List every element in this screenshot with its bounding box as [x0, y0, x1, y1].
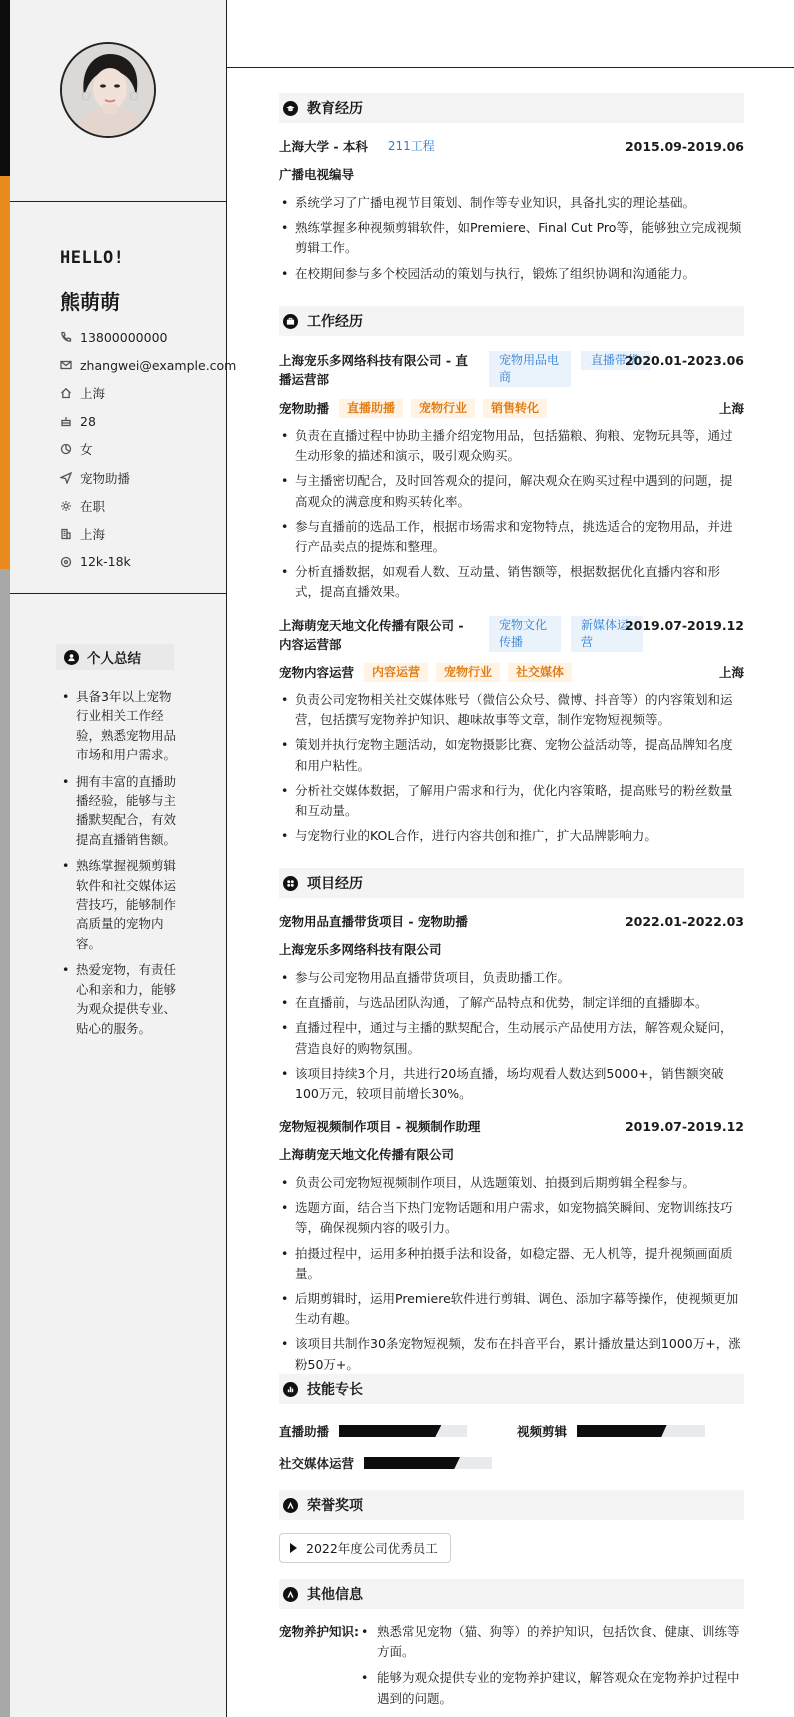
award-icon — [283, 1498, 298, 1513]
skill-tag: 直播助播 — [339, 399, 403, 418]
greeting: HELLO! — [60, 248, 125, 268]
school-tag: 211工程 — [387, 139, 435, 153]
info-value: 女 — [80, 442, 93, 458]
summary-list — [60, 687, 178, 1045]
contact-info-list — [60, 323, 236, 576]
summary-header — [56, 644, 174, 670]
person-name: 熊萌萌 — [60, 290, 120, 314]
info-value: 28 — [80, 413, 96, 429]
play-icon — [290, 1543, 297, 1553]
project-company: 上海萌宠天地文化传播有限公司 — [279, 1147, 455, 1162]
user-icon — [64, 650, 79, 665]
info-home — [60, 379, 236, 407]
info-age — [60, 407, 236, 435]
info-value: 在职 — [80, 498, 106, 514]
grid-icon — [283, 876, 298, 891]
divider — [10, 593, 227, 594]
list-item: • 直播过程中，通过与主播的默契配合，生动展示产品使用方法，解答观众疑问，营造良好的购物氛围。 — [279, 1018, 744, 1058]
skill-label: 社交媒体运营 — [279, 1456, 355, 1471]
skill-label: 直播助播 — [279, 1424, 330, 1439]
list-item: • 热爱宠物，有责任心和亲和力，能够为观众提供专业、贴心的服务。 — [60, 960, 178, 1038]
skill-bar-fill — [339, 1425, 441, 1437]
job-city: 上海 — [718, 401, 744, 416]
briefcase-icon — [283, 314, 298, 329]
company-name: 上海宠乐多网络科技有限公司 - 直播运营部 — [279, 353, 468, 387]
info-city — [60, 520, 236, 548]
job-date: 2019.07-2019.12 — [624, 618, 744, 633]
list-item: • 后期剪辑时，运用Premiere软件进行剪辑、调色、添加字幕等操作，使视频更加生动有趣。 — [279, 1289, 744, 1329]
work-header — [279, 306, 744, 336]
projects-header — [279, 868, 744, 898]
sidebar-stripe-orange — [0, 176, 10, 569]
send-icon — [60, 472, 72, 484]
skill-tag: 销售转化 — [483, 399, 547, 418]
list-item: • 该项目持续3个月，共进行20场直播，场均观看人数达到5000+，销售额突破100万元，较项目前增长30%。 — [279, 1064, 744, 1104]
major: 广播电视编导 — [279, 167, 355, 182]
project-name: 宠物短视频制作项目 - 视频制作助理 — [279, 1119, 481, 1134]
job-duty-list — [279, 690, 744, 851]
school-name: 上海大学 - 本科 — [279, 139, 368, 154]
other-label: 宠物养护知识: — [279, 1624, 359, 1639]
info-phone — [60, 323, 236, 351]
award-badge — [279, 1533, 451, 1563]
skill-bar-fill — [577, 1425, 667, 1437]
skill-label: 视频剪辑 — [517, 1424, 568, 1439]
gender-icon — [60, 443, 72, 455]
home-icon — [60, 387, 72, 399]
list-item: • 与主播密切配合，及时回答观众的提问，解决观众在购买过程中遇到的问题，提高观众的满意度和购买转化率。 — [279, 471, 744, 511]
info-gender — [60, 435, 236, 463]
info-position — [60, 463, 236, 491]
list-item: • 负责公司宠物相关社交媒体账号（微信公众号、微博、抖音等）的内容策划和运营，包括撰写宠物养护知识、趣味故事等文章，制作宠物短视频等。 — [279, 690, 744, 730]
status-icon — [60, 500, 72, 512]
list-item: • 具备3年以上宠物行业相关工作经验，熟悉宠物用品市场和用户需求。 — [60, 687, 178, 765]
other-list — [355, 1622, 744, 1715]
info-value: 13800000000 — [80, 329, 168, 345]
list-item: • 选题方面，结合当下热门宠物话题和用户需求，如宠物搞笑瞬间、宠物训练技巧等，确保视频内容的吸引力。 — [279, 1198, 744, 1238]
list-item: • 与宠物行业的KOL合作，进行内容共创和推广，扩大品牌影响力。 — [279, 826, 744, 846]
project-name: 宠物用品直播带货项目 - 宠物助播 — [279, 914, 468, 929]
info-status — [60, 492, 236, 520]
skill-tag: 社交媒体 — [508, 663, 572, 682]
project-date: 2022.01-2022.03 — [624, 914, 744, 929]
skill-bar — [339, 1425, 467, 1437]
job-date: 2020.01-2023.06 — [624, 353, 744, 368]
project-company: 上海宠乐多网络科技有限公司 — [279, 942, 442, 957]
list-item: • 参与公司宠物用品直播带货项目，负责助播工作。 — [279, 968, 744, 988]
list-item: • 熟悉常见宠物（猫、狗等）的养护知识，包括饮食、健康、训练等方面。 — [355, 1622, 744, 1662]
list-item: • 在直播前，与选品团队沟通，了解产品特点和优势，制定详细的直播脚本。 — [279, 993, 744, 1013]
divider — [10, 201, 227, 202]
industry-tag: 直播带货 — [581, 351, 651, 370]
info-value: 宠物助播 — [80, 470, 131, 486]
honors-title: 荣誉奖项 — [307, 1498, 363, 1514]
skill-item — [517, 1422, 705, 1440]
building-icon — [60, 528, 72, 540]
summary-title: 个人总结 — [87, 651, 141, 667]
education-title: 教育经历 — [307, 101, 363, 117]
info-value: 上海 — [80, 526, 106, 542]
position-row — [279, 399, 744, 418]
phone-icon — [60, 331, 72, 343]
list-item: • 熟练掌握多种视频剪辑软件，如Premiere、Final Cut Pro等，能够独立完成视频剪辑工作。 — [279, 218, 744, 258]
mail-icon — [60, 359, 72, 371]
other-title: 其他信息 — [307, 1587, 363, 1603]
info-value: 上海 — [80, 386, 106, 402]
list-item: • 能够为观众提供专业的宠物养护建议，解答观众在宠物养护过程中遇到的问题。 — [355, 1668, 744, 1708]
projects-title: 项目经历 — [307, 876, 363, 892]
info-salary — [60, 548, 236, 576]
info-value: zhangwei@example.com — [80, 357, 237, 373]
list-item: • 分析直播数据，如观看人数、互动量、销售额等，根据数据优化直播内容和形式，提高直播效果。 — [279, 562, 744, 602]
project-row — [279, 912, 744, 931]
industry-tag: 新媒体运营 — [571, 616, 643, 652]
job-duty-list — [279, 426, 744, 608]
info-email — [60, 351, 236, 379]
work-title: 工作经历 — [307, 314, 363, 330]
list-item: • 熟练掌握视频剪辑软件和社交媒体运营技巧，能够制作高质量的宠物内容。 — [60, 856, 178, 953]
skill-tag: 内容运营 — [364, 663, 428, 682]
skill-bar — [364, 1457, 492, 1469]
list-item: • 系统学习了广播电视节目策划、制作等专业知识，具备扎实的理论基础。 — [279, 193, 744, 213]
list-item: • 分析社交媒体数据，了解用户需求和行为，优化内容策略，提高账号的粉丝数量和互动量。 — [279, 781, 744, 821]
list-item: • 负责公司宠物短视频制作项目，从选题策划、拍摄到后期剪辑全程参与。 — [279, 1173, 744, 1193]
position-title: 宠物助播 — [279, 401, 330, 416]
bar-chart-icon — [283, 1382, 298, 1397]
info-value: 12k-18k — [80, 554, 131, 570]
position-row — [279, 663, 744, 682]
avatar — [60, 42, 156, 138]
skill-tag: 宠物行业 — [411, 399, 475, 418]
position-title: 宠物内容运营 — [279, 665, 355, 680]
list-item: • 参与直播前的选品工作，根据市场需求和宠物特点，挑选适合的宠物用品，并进行产品卖点的提炼和整理。 — [279, 517, 744, 557]
job-row — [279, 616, 744, 654]
skill-item — [279, 1454, 492, 1472]
major-row — [279, 165, 744, 183]
job-row — [279, 351, 744, 389]
honors-header — [279, 1490, 744, 1520]
project-company-row — [279, 940, 744, 958]
list-item: • 在校期间参与多个校园活动的策划与执行，锻炼了组织协调和沟通能力。 — [279, 264, 744, 284]
header-divider — [227, 67, 794, 68]
award-icon — [283, 1587, 298, 1602]
job-city: 上海 — [718, 665, 744, 680]
award-text: 2022年度公司优秀员工 — [306, 1541, 438, 1556]
education-list — [279, 193, 744, 289]
skills-title: 技能专长 — [307, 1382, 363, 1398]
list-item: • 策划并执行宠物主题活动，如宠物摄影比赛、宠物公益活动等，提高品牌知名度和用户粘性。 — [279, 735, 744, 775]
salary-icon — [60, 556, 72, 568]
sidebar — [0, 0, 237, 1717]
skill-bar — [577, 1425, 705, 1437]
project-date: 2019.07-2019.12 — [624, 1119, 744, 1134]
project-list — [279, 968, 744, 1109]
project-list — [279, 1173, 744, 1380]
skill-tag: 宠物行业 — [436, 663, 500, 682]
list-item: • 拍摄过程中，运用多种拍摄手法和设备，如稳定器、无人机等，提升视频画面质量。 — [279, 1244, 744, 1284]
list-item: • 该项目共制作30条宠物短视频，发布在抖音平台，累计播放量达到1000万+，涨粉50万+。 — [279, 1334, 744, 1374]
project-company-row — [279, 1145, 744, 1163]
education-row — [279, 137, 744, 156]
cake-icon — [60, 415, 72, 427]
skill-item — [279, 1422, 467, 1440]
graduation-cap-icon — [283, 101, 298, 116]
sidebar-stripe-grey — [0, 569, 10, 1717]
project-row — [279, 1117, 744, 1136]
sidebar-stripe-black — [0, 0, 10, 176]
list-item: • 拥有丰富的直播助播经验，能够与主播默契配合，有效提高直播销售额。 — [60, 772, 178, 850]
industry-tag: 宠物文化传播 — [489, 616, 561, 652]
list-item: • 负责在直播过程中协助主播介绍宠物用品，包括猫粮、狗粮、宠物玩具等，通过生动形象的描述和演示，吸引观众购买。 — [279, 426, 744, 466]
industry-tag: 宠物用品电商 — [489, 351, 571, 387]
company-name: 上海萌宠天地文化传播有限公司 - 内容运营部 — [279, 618, 464, 652]
skill-bar-fill — [364, 1457, 460, 1469]
education-date: 2015.09-2019.06 — [624, 139, 744, 154]
other-header — [279, 1579, 744, 1609]
skills-header — [279, 1374, 744, 1404]
education-header — [279, 93, 744, 123]
